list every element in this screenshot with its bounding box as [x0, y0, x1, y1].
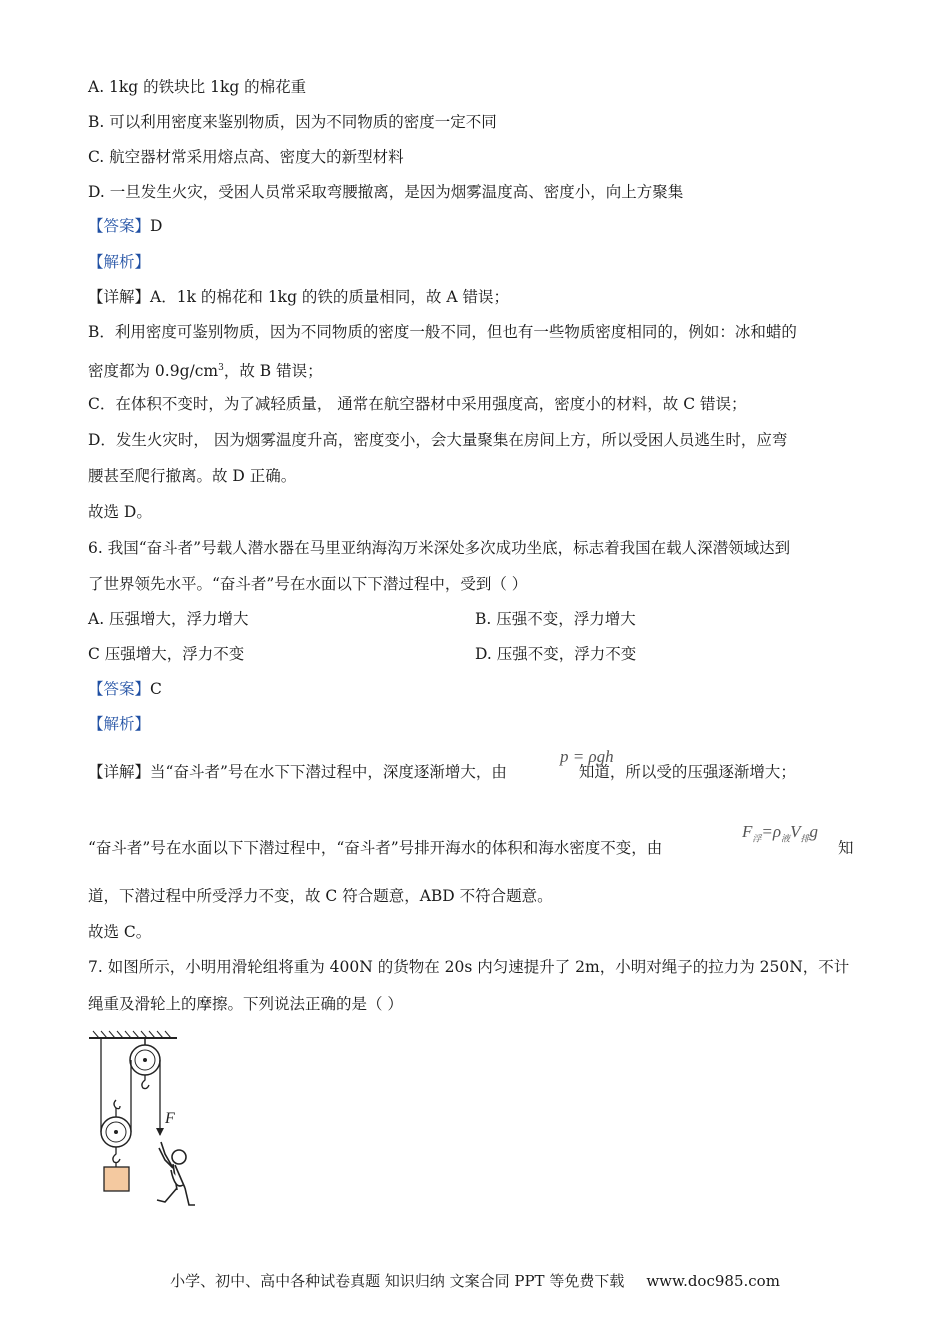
q6-analysis-tag: 【解析】 — [88, 715, 151, 733]
person-icon — [157, 1142, 195, 1205]
answer-tag: 【答案】 — [88, 217, 151, 235]
q5-detail-d1: D．发生火灾时， 因为烟雾温度升高，密度变小，会大量聚集在房间上方，所以受困人员逃生时，应弯 — [88, 431, 788, 449]
q6-stem-2: 了世界领先水平。“奋斗者”号在水面以下下潜过程中，受到（ ） — [88, 575, 528, 593]
hook — [142, 1075, 149, 1089]
q5-analysis-tag: 【解析】 — [88, 253, 151, 271]
answer-value: C — [150, 680, 162, 698]
buoyancy-formula — [742, 822, 818, 844]
q6-detail-1 — [88, 762, 796, 782]
detail-text: 当“奋斗者”号在水下下潜过程中，深度逐渐增大，由 — [150, 763, 507, 781]
q5-option-d: D. 一旦发生火灾，受困人员常采取弯腰撤离，是因为烟雾温度高、密度小，向上方聚集 — [88, 183, 684, 201]
q6-option-c: C 压强增大，浮力不变 — [88, 645, 245, 663]
pulley-diagram — [85, 1030, 205, 1215]
q6-detail-2 — [88, 838, 662, 858]
q6-option-b: B. 压强不变，浮力增大 — [475, 610, 636, 628]
q6-option-d: D. 压强不变，浮力不变 — [475, 645, 637, 663]
q5-option-a: A. 1kg 的铁块比 1kg 的棉花重 — [88, 78, 307, 96]
pressure-formula: p = ρgh — [560, 747, 614, 766]
answer-tag: 【答案】 — [88, 680, 151, 698]
detail-text: 知道，所以受的压强逐渐增大； — [578, 763, 796, 781]
formula-g: g — [809, 822, 818, 841]
footer-text: 小学、初中、高中各种试卷真题 知识归纳 文案合同 PPT 等免费下载 — [170, 1272, 625, 1290]
page-footer — [0, 1270, 950, 1291]
detail-tag: 【详解】 — [88, 288, 151, 306]
footer-url[interactable]: www.doc985.com — [646, 1272, 780, 1290]
detail-tag: 【详解】 — [88, 763, 151, 781]
q6-answer — [88, 679, 162, 699]
formula-v: V — [790, 822, 801, 841]
detail-text: ，故 B 错误； — [223, 362, 323, 381]
q6-detail-3: 道，下潜过程中所受浮力不变，故 C 符合题意，ABD 不符合题意。 — [88, 887, 553, 905]
formula-sub: 浮 — [752, 833, 762, 844]
formula-eq: =ρ — [761, 822, 782, 841]
ceiling-hatch — [93, 1031, 171, 1038]
q6-detail-2-end: 知 — [838, 839, 854, 857]
q5-option-b: B. 可以利用密度来鉴别物质，因为不同物质的密度一定不同 — [88, 113, 497, 131]
superscript: 3 — [218, 363, 224, 373]
formula-sub: 液 — [781, 833, 791, 844]
q5-detail-d2: 腰甚至爬行撤离。故 D 正确。 — [88, 467, 297, 485]
q6-option-a: A. 压强增大，浮力增大 — [88, 610, 249, 628]
q5-detail-c: C．在体积不变时，为了减轻质量， 通常在航空器材中采用强度高，密度小的材料，故 C 错误； — [88, 395, 747, 413]
detail-text: A．1k 的棉花和 1kg 的铁的质量相同，故 A 错误； — [150, 288, 509, 306]
formula-f: F — [742, 822, 753, 841]
q5-conclusion: 故选 D。 — [88, 503, 152, 521]
force-label: F — [165, 1110, 175, 1127]
answer-value: D — [150, 217, 163, 235]
q6-stem-1: 6. 我国“奋斗者”号载人潜水器在马里亚纳海沟万米深处多次成功坐底，标志着我国在载人深潜领域达到 — [88, 539, 791, 557]
q5-answer — [88, 216, 162, 236]
detail-text: “奋斗者”号在水面以下下潜过程中，“奋斗者”号排开海水的体积和海水密度不变，由 — [88, 839, 663, 857]
q5-detail-b1: B．利用密度可鉴别物质，因为不同物质的密度一般不同，但也有一些物质密度相同的，例如：冰和蜡的 — [88, 323, 797, 341]
q5-detail-a — [88, 287, 509, 307]
q5-option-c: C. 航空器材常采用熔点高、密度大的新型材料 — [88, 148, 404, 166]
detail-text: 密度都为 0.9g/cm — [88, 362, 219, 381]
formula-sub: 排 — [800, 833, 810, 844]
force-arrow — [156, 1128, 164, 1136]
q7-stem-2: 绳重及滑轮上的摩擦。下列说法正确的是（ ） — [88, 995, 403, 1013]
q5-detail-b2 — [88, 358, 323, 381]
cargo-box — [104, 1167, 129, 1191]
q7-stem-1: 7. 如图所示，小明用滑轮组将重为 400N 的货物在 20s 内匀速提升了 2m，小明对绳子的拉力为 250N，不计 — [88, 958, 850, 976]
q6-conclusion: 故选 C。 — [88, 923, 152, 941]
